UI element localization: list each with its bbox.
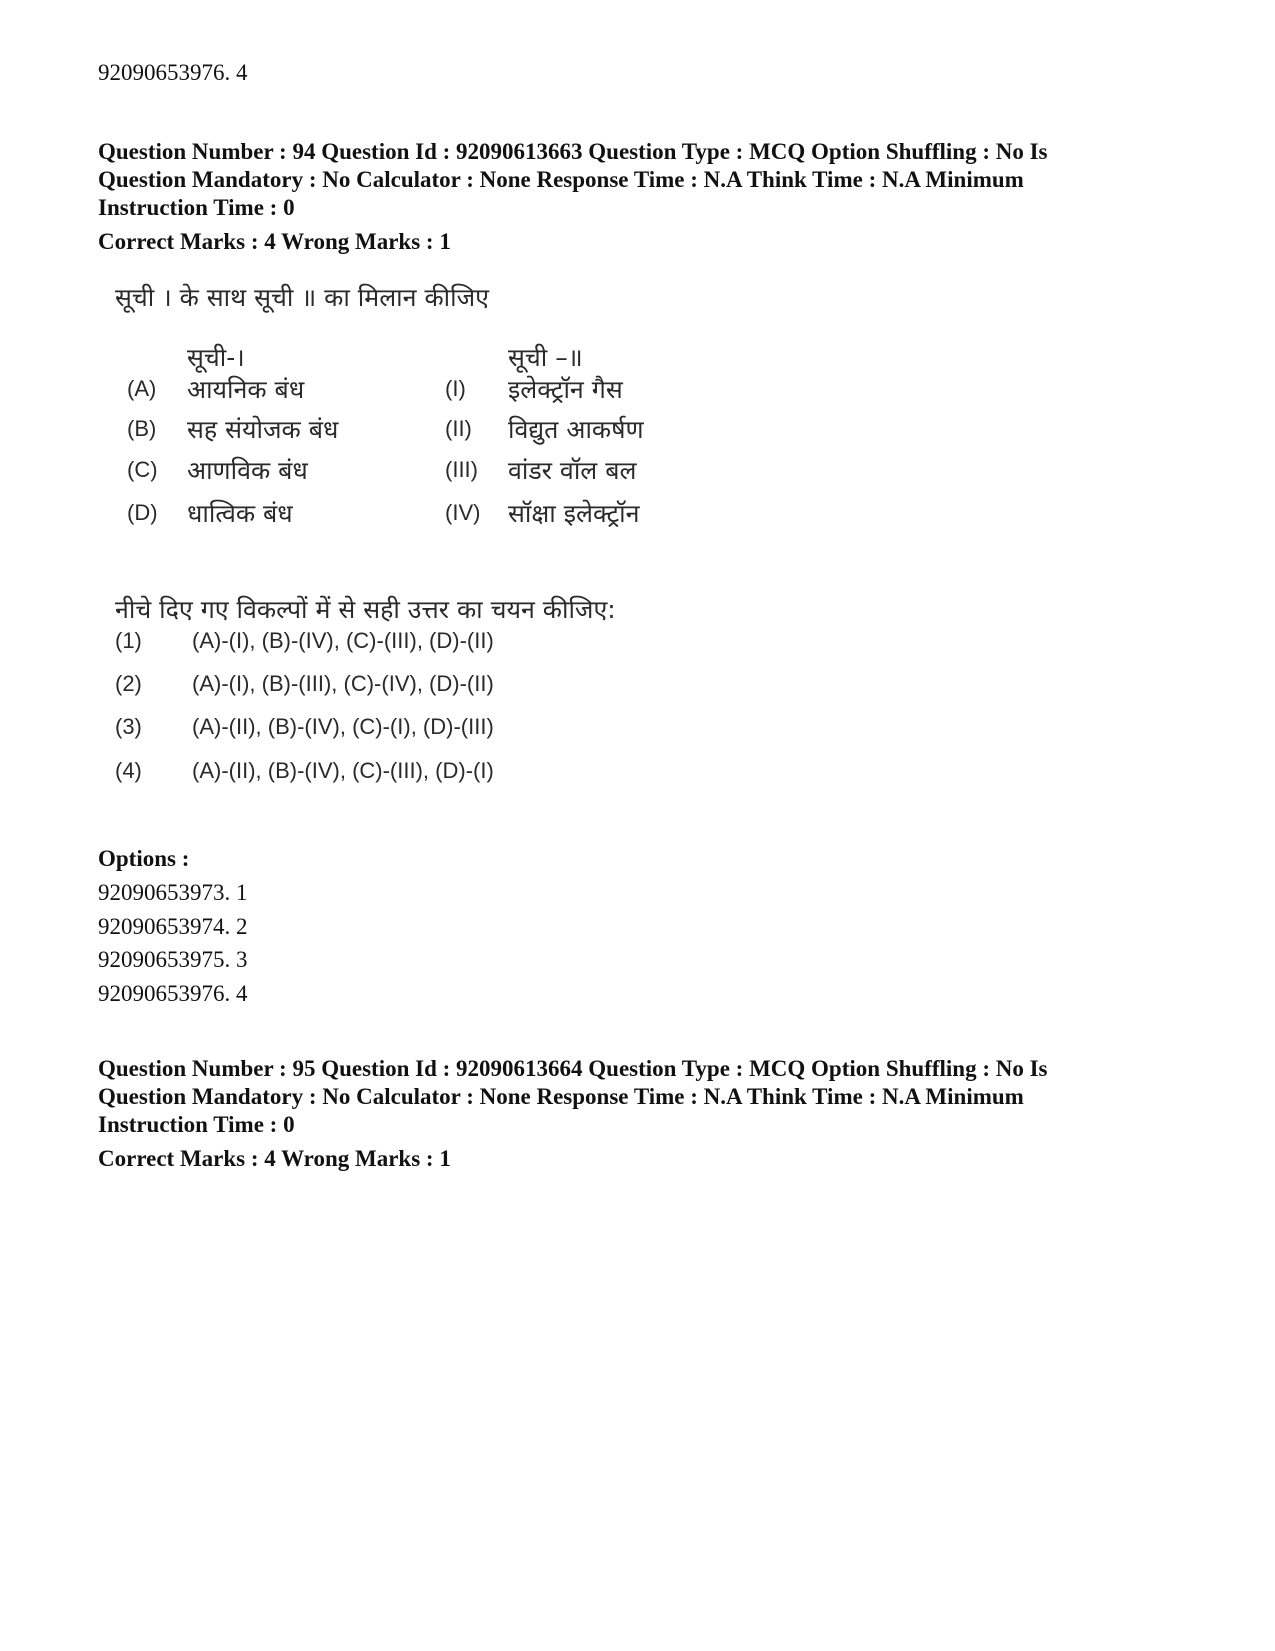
option-item-4: 92090653976. 4 xyxy=(98,980,248,1006)
list-2-item-iv: सॉक्षा इलेक्ट्रॉन xyxy=(508,499,640,528)
question-95-meta-line-3: Instruction Time : 0 xyxy=(98,1112,295,1137)
choice-2-text: (A)-(I), (B)-(III), (C)-(IV), (D)-(II) xyxy=(192,671,494,696)
question-94-header xyxy=(98,138,1178,256)
list-2-item-iii: वांडर वॉल बल xyxy=(508,456,637,485)
list-2-item-ii: विद्युत आकर्षण xyxy=(508,415,644,444)
question-95-meta-line-1: Question Number : 95 Question Id : 92090613664 Question Type : MCQ Option Shuffling : No Is xyxy=(98,1056,1048,1081)
choice-2-number: (2) xyxy=(115,671,142,696)
list-1-label-d: (D) xyxy=(127,500,158,525)
list-1-item-a: आयनिक बंध xyxy=(187,375,305,404)
choice-3-number: (3) xyxy=(115,714,142,739)
question-95-header xyxy=(98,1055,1178,1173)
option-item-1: 92090653973. 1 xyxy=(98,880,248,905)
list-2-label-iv: (IV) xyxy=(445,500,481,525)
choice-3-text: (A)-(II), (B)-(IV), (C)-(I), (D)-(III) xyxy=(192,714,494,739)
list-2-item-i: इलेक्ट्रॉन गैस xyxy=(508,375,623,404)
list-2-label-ii: (II) xyxy=(445,416,472,441)
list-2-heading: सूची –॥ xyxy=(508,343,583,372)
list-1-label-b: (B) xyxy=(127,416,157,441)
question-95-meta-line-2: Question Mandatory : No Calculator : None Response Time : N.A Think Time : N.A Minimum xyxy=(98,1084,1024,1109)
match-instruction: सूची । के साथ सूची ॥ का मिलान कीजिए xyxy=(115,283,490,312)
list-1-label-a: (A) xyxy=(127,376,157,401)
choice-4-text: (A)-(II), (B)-(IV), (C)-(III), (D)-(I) xyxy=(192,758,494,783)
list-1-item-d: धात्विक बंध xyxy=(187,499,293,528)
question-94-options xyxy=(98,845,248,1010)
list-1-item-c: आणविक बंध xyxy=(187,456,308,485)
options-title: Options : xyxy=(98,846,190,871)
list-2-label-i: (I) xyxy=(445,376,466,401)
question-94-meta-line-3: Instruction Time : 0 xyxy=(98,195,295,220)
choice-4-number: (4) xyxy=(115,758,142,783)
question-95-marks: Correct Marks : 4 Wrong Marks : 1 xyxy=(98,1146,451,1171)
list-1-heading: सूची-। xyxy=(187,343,245,372)
question-94-meta-line-2: Question Mandatory : No Calculator : None Response Time : N.A Think Time : N.A Minimum xyxy=(98,167,1024,192)
choice-1-number: (1) xyxy=(115,628,142,653)
choose-answer-instruction: नीचे दिए गए विकल्पों में से सही उत्तर का चयन कीजिए: xyxy=(115,595,616,624)
list-1-label-c: (C) xyxy=(127,457,158,482)
question-94-image xyxy=(100,268,720,828)
option-item-3: 92090653975. 3 xyxy=(98,947,248,972)
previous-answer-line: 92090653976. 4 xyxy=(98,60,248,85)
list-2-label-iii: (III) xyxy=(445,457,478,482)
question-94-meta-line-1: Question Number : 94 Question Id : 92090613663 Question Type : MCQ Option Shuffling : No Is xyxy=(98,139,1048,164)
list-1-item-b: सह संयोजक बंध xyxy=(187,415,339,444)
choice-1-text: (A)-(I), (B)-(IV), (C)-(III), (D)-(II) xyxy=(192,628,494,653)
question-94-marks: Correct Marks : 4 Wrong Marks : 1 xyxy=(98,229,451,254)
option-item-2: 92090653974. 2 xyxy=(98,913,248,939)
